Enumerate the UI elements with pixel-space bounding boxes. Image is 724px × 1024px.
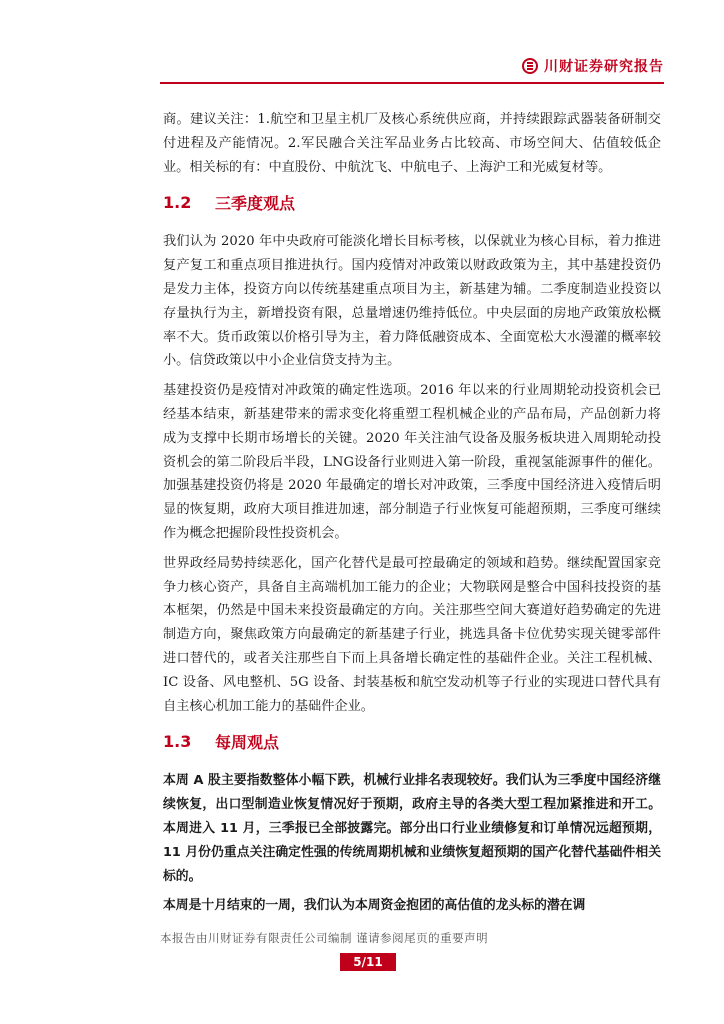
paragraph: 我们认为 2020 年中央政府可能淡化增长目标考核，以保就业为核心目标，着力推进复产复工和重点项目推进执行。国内疫情对冲政策以财政政策为主，其中基建投资仍是发力主体，投资方向以传统基建重点项目为主，新基建为辅。二季度制造业投资以存量执行为主，新增投资有限，总量增速仍维持低位。中央层面的房地产政策放松概率不大。货币政策以价格引导为主，着力降低融资成本、全面宽松大水漫灌的概率较小。信贷政策以中小企业信贷支持为主。: [163, 234, 661, 369]
page-number: 5/11: [340, 953, 396, 971]
header-rule: [160, 82, 664, 84]
brand-name: 川财证券研究报告: [544, 59, 664, 75]
paragraph-bold: 本周 A 股主要指数整体小幅下跌，机械行业排名表现较好。我们认为三季度中国经济继续恢复，出口型制造业恢复情况好于预期，政府主导的各类大型工程加紧推进和开工。本周进入 11 月，三季报已全部披露完。部分出口行业业绩修复和订单情况远超预期，11 月份仍重点关注确定性强的传统周期机械和业绩恢复超预期的国产化替代基础件相关标的。: [163, 773, 661, 884]
chuancai-logo-icon: [522, 58, 538, 74]
section-heading-1-2: [163, 191, 661, 214]
intro-paragraph: 商。建议关注：1.航空和卫星主机厂及核心系统供应商，并持续跟踪武器装备研制交付进程及产能情况。2.军民融合关注军品业务占比较高、市场空间大、估值较低企业。相关标的有：中直股份、中航沈飞、中航电子、上海沪工和光威复材等。: [163, 112, 661, 175]
report-body: [163, 108, 661, 924]
brand: [522, 56, 664, 76]
section-heading-1-3: [163, 730, 661, 753]
section-title: 每周观点: [215, 733, 280, 753]
section-number: 1.3: [163, 732, 192, 752]
page-header: [160, 56, 664, 84]
paragraph: 基建投资仍是疫情对冲政策的确定性选项。2016 年以来的行业周期轮动投资机会已经基本结束，新基建带来的需求变化将重塑工程机械企业的产品布局，产品创新力将成为支撑中长期市场增长的关键。2020 年关注油气设备及服务板块进入周期轮动投资机会的第二阶段后半段，LNG设备行业则进入第一阶段，重视氢能源事件的催化。加强基建投资仍将是 2020 年最确定的增长对冲政策，三季度中国经济进入疫情后明显的恢复期，政府大项目推进加速，部分制造子行业恢复可能超预期，三季度可继续作为概念把握阶段性投资机会。: [163, 383, 661, 541]
paragraph: 世界政经局势持续恶化，国产化替代是最可控最确定的领域和趋势。继续配置国家竞争力核心资产，具备自主高端机加工能力的企业；大物联网是整合中国科技投资的基本框架，仍然是中国未来投资最确定的方向。关注那些空间大赛道好趋势确定的先进制造方向，聚焦政策方向最确定的新基建子行业，挑选具备卡位优势实现关键零部件进口替代的，或者关注那些自下而上具备增长确定性的基础件企业。关注工程机械、IC 设备、风电整机、5G 设备、封装基板和航空发动机等子行业的实现进口替代具有自主核心机加工能力的基础件企业。: [163, 555, 661, 714]
paragraph-bold: 本周是十月结束的一周，我们认为本周资金抱团的高估值的龙头标的潜在调: [163, 898, 586, 914]
section-number: 1.2: [163, 193, 192, 213]
section-title: 三季度观点: [215, 194, 296, 214]
footer-disclaimer: 本报告由川财证券有限责任公司编制 谨请参阅尾页的重要声明: [160, 931, 489, 945]
